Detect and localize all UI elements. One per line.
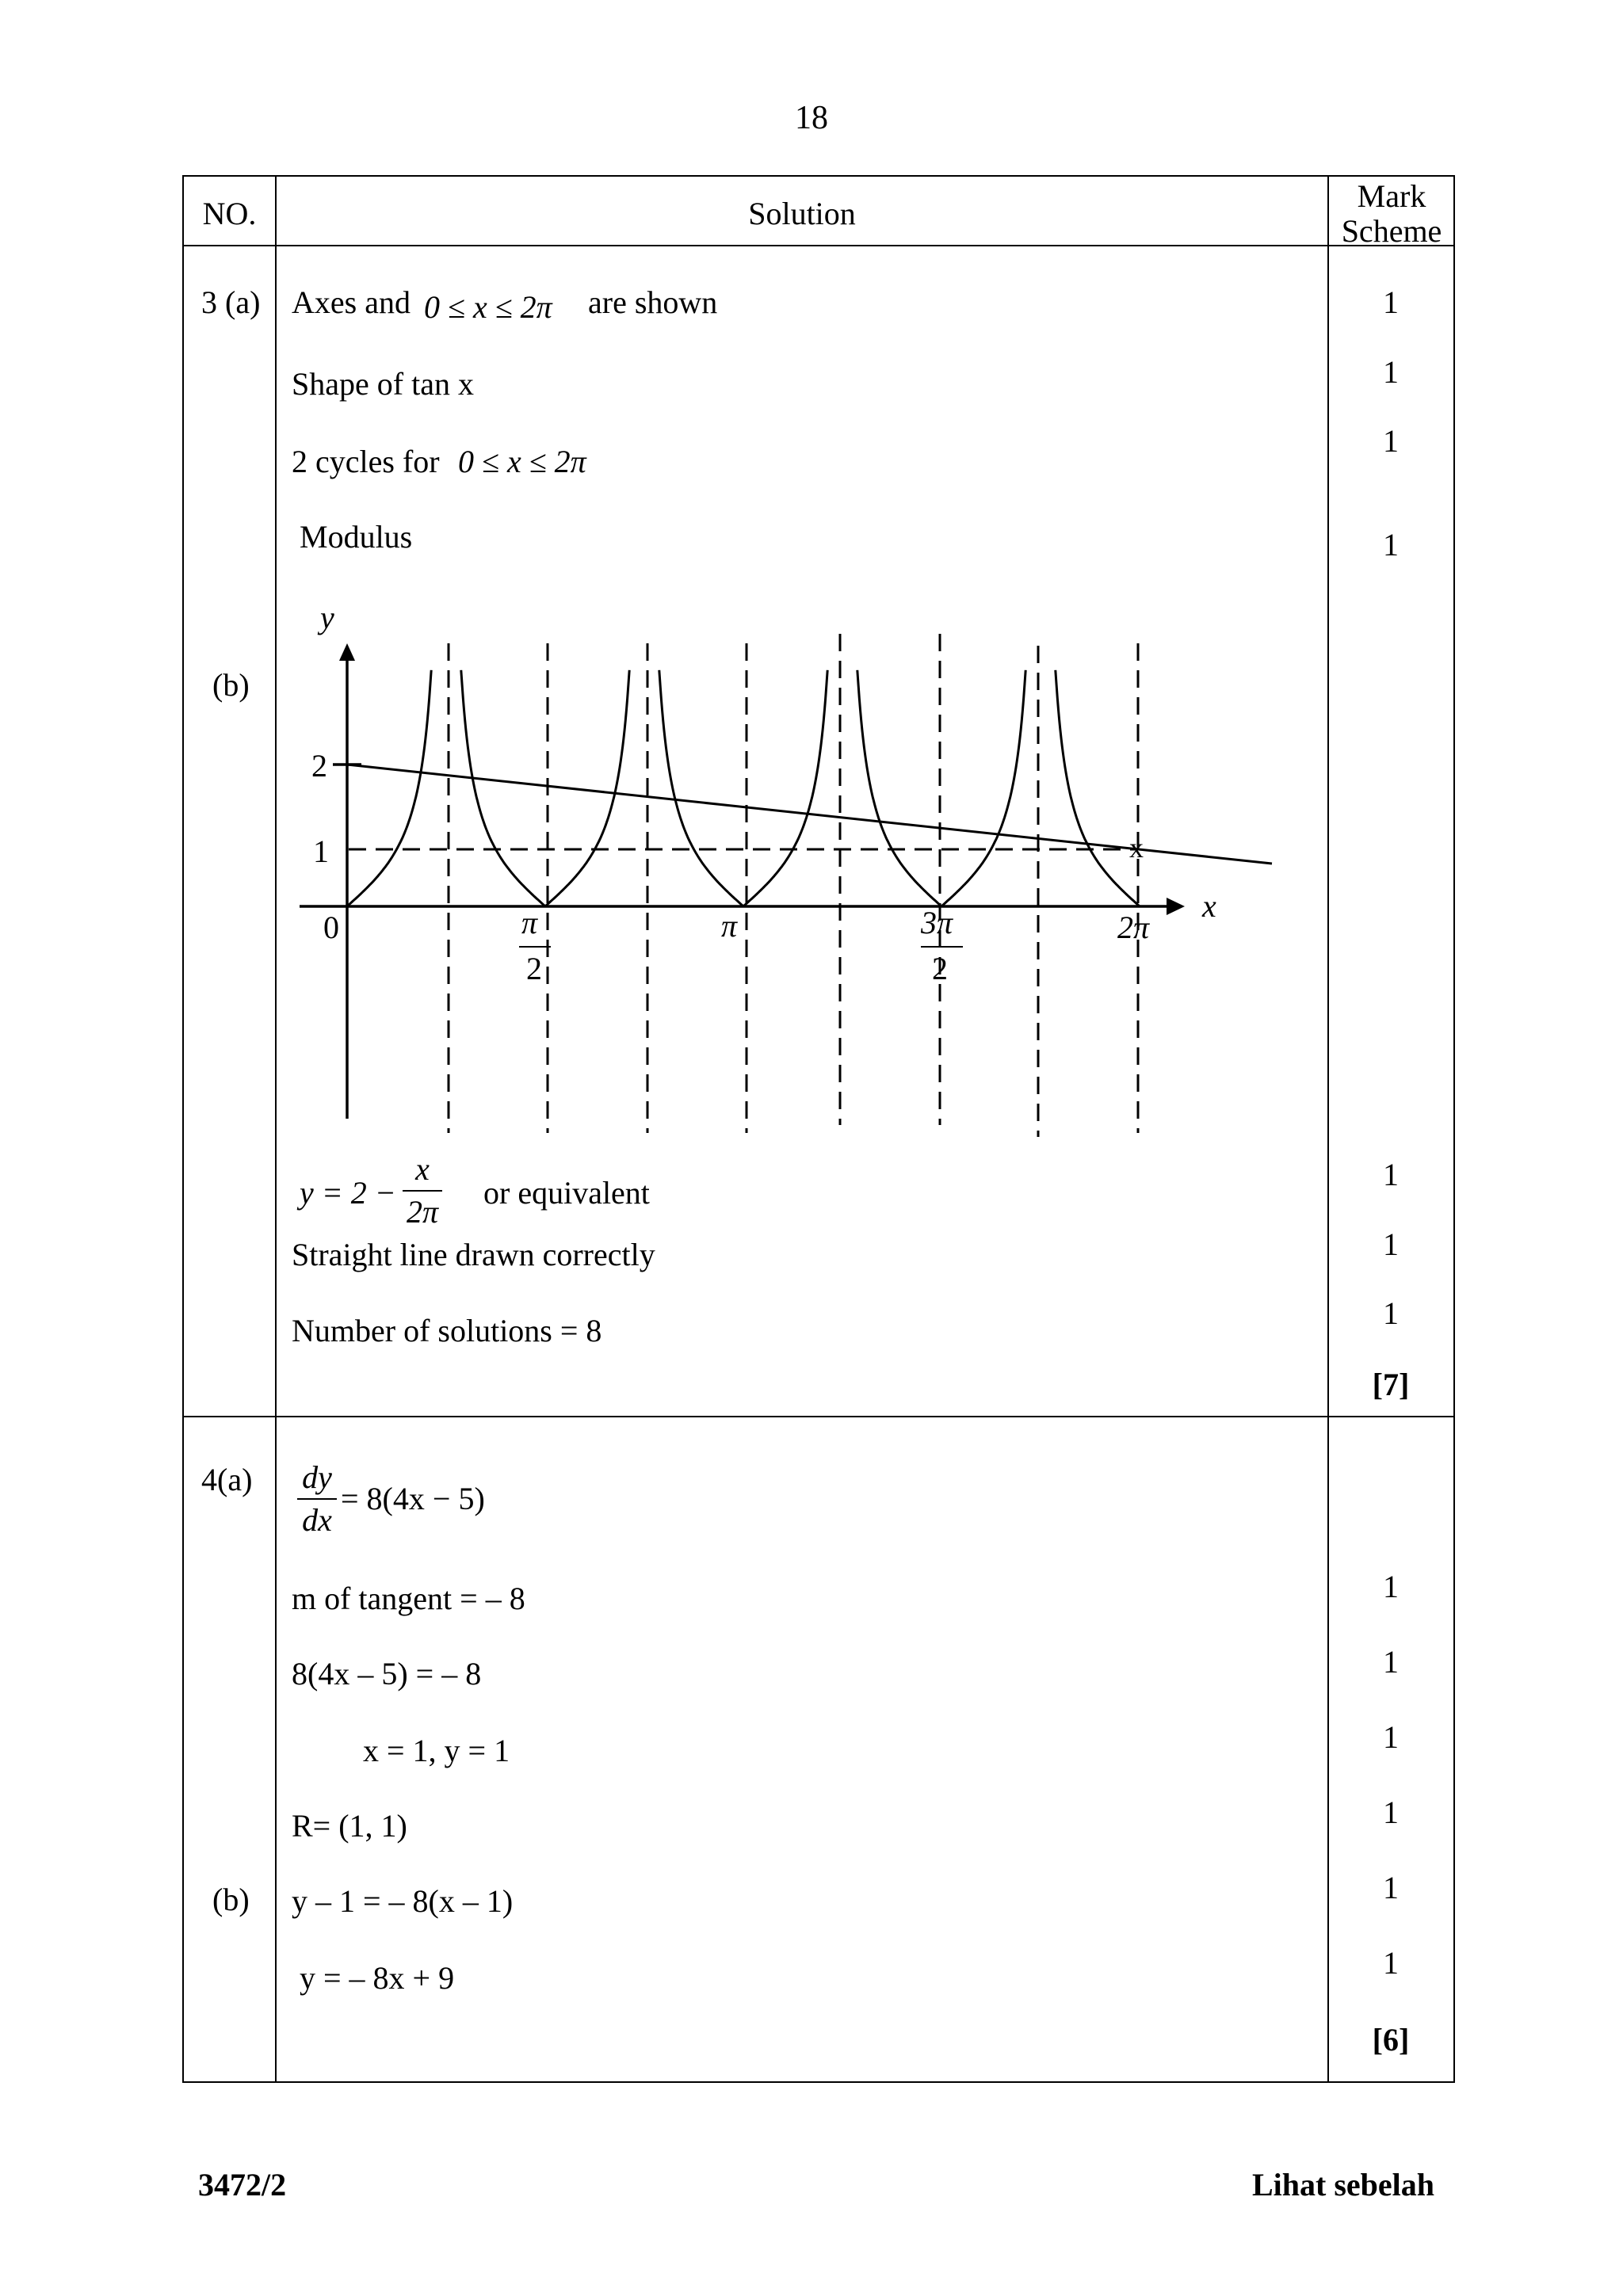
header-solution: Solution: [748, 196, 856, 231]
graph-tick-2: 2: [311, 748, 327, 784]
q4b-label: (b): [212, 1882, 250, 1917]
graph-tick-3pi-over-2-den: 2: [932, 951, 948, 986]
graph-origin: 0: [323, 910, 339, 945]
graph-y-label: y: [320, 600, 334, 635]
q4-deriv-den: dx: [302, 1502, 332, 1538]
q4-mark-4: 1: [1383, 1794, 1399, 1830]
q3b-mark-3: 1: [1383, 1295, 1399, 1331]
q3a-label: 3 (a): [201, 284, 261, 320]
graph-x-label: x: [1202, 888, 1216, 924]
curve-branch-right-0: [347, 670, 431, 906]
q4-deriv-num: dy: [302, 1459, 332, 1495]
q3a-mark-1: 1: [1383, 284, 1399, 320]
curve-branch-left-4: [1056, 670, 1140, 906]
q3a-mark-2: 1: [1383, 354, 1399, 390]
q3b-label: (b): [212, 667, 250, 703]
q4-mark-5: 1: [1383, 1870, 1399, 1905]
q3a-line3-pre: 2 cycles for: [292, 444, 440, 479]
q4-mark-3: 1: [1383, 1719, 1399, 1755]
q3a-line1-post: are shown: [588, 284, 718, 320]
q3b-line2: Straight line drawn correctly: [292, 1237, 655, 1272]
q4-deriv-rhs: = 8(4x − 5): [341, 1481, 485, 1516]
curve-branch-left-1: [461, 670, 545, 906]
q3a-line2: Shape of tan x: [292, 366, 474, 402]
graph-tick-pi-over-2-num: π: [521, 905, 538, 940]
q4-line6: y – 1 = – 8(x – 1): [292, 1883, 514, 1919]
graph-tick-1: 1: [313, 833, 329, 869]
q3b-eq-num: x: [415, 1151, 430, 1187]
q4-total: [6]: [1372, 2022, 1410, 2058]
graph-intersection-marker: x: [1129, 832, 1144, 864]
q3a-line1-pre: Axes and: [292, 284, 411, 320]
curve-branch-right-3: [941, 670, 1025, 906]
q3b-eq-den: 2π: [406, 1194, 439, 1230]
q4a-label: 4(a): [201, 1462, 253, 1497]
q3a-line4: Modulus: [300, 519, 413, 555]
q3a-mark-4: 1: [1383, 527, 1399, 563]
q4-line2: m of tangent = – 8: [292, 1581, 525, 1616]
header-mark-line2: Scheme: [1341, 213, 1442, 249]
q3b-mark-1: 1: [1383, 1157, 1399, 1192]
q3a-mark-3: 1: [1383, 423, 1399, 459]
q3b-eq-lhs: y = 2 −: [300, 1175, 396, 1211]
page-number: 18: [795, 100, 828, 136]
graph-tick-2pi: 2π: [1117, 910, 1150, 945]
q3b-eq-post: or equivalent: [483, 1175, 650, 1211]
q4-mark-1: 1: [1383, 1569, 1399, 1604]
q4-derivative-fraction: [297, 1459, 337, 1538]
curve-branch-left-2: [659, 670, 743, 906]
q3-total: [7]: [1372, 1367, 1410, 1402]
graph-tick-3pi-over-2-num: 3π: [921, 905, 953, 940]
footer-turn-over: Lihat sebelah: [1251, 2167, 1434, 2203]
curve-branch-left-3: [857, 670, 941, 906]
q4-line7: y = – 8x + 9: [300, 1960, 455, 1996]
header-mark-line1: Mark: [1357, 178, 1426, 214]
q3a-line3-math: 0 ≤ x ≤ 2π: [458, 444, 586, 479]
q3a-line1-math: 0 ≤ x ≤ 2π: [424, 289, 552, 325]
q3b-eq-fraction: [403, 1151, 442, 1230]
header-no: NO.: [202, 196, 257, 231]
q4-mark-2: 1: [1383, 1644, 1399, 1680]
curve-branch-right-2: [743, 670, 827, 906]
graph-tick-pi-over-2-den: 2: [526, 951, 542, 986]
q4-mark-6: 1: [1383, 1945, 1399, 1981]
graph-tick-pi: π: [721, 908, 738, 944]
footer-paper-code: 3472/2: [198, 2167, 287, 2203]
q3b-mark-2: 1: [1383, 1226, 1399, 1262]
q4-line3: 8(4x – 5) = – 8: [292, 1656, 482, 1691]
q4-line5: R= (1, 1): [292, 1808, 407, 1844]
q4-line4: x = 1, y = 1: [363, 1733, 510, 1768]
q3b-line3: Number of solutions = 8: [292, 1313, 602, 1348]
